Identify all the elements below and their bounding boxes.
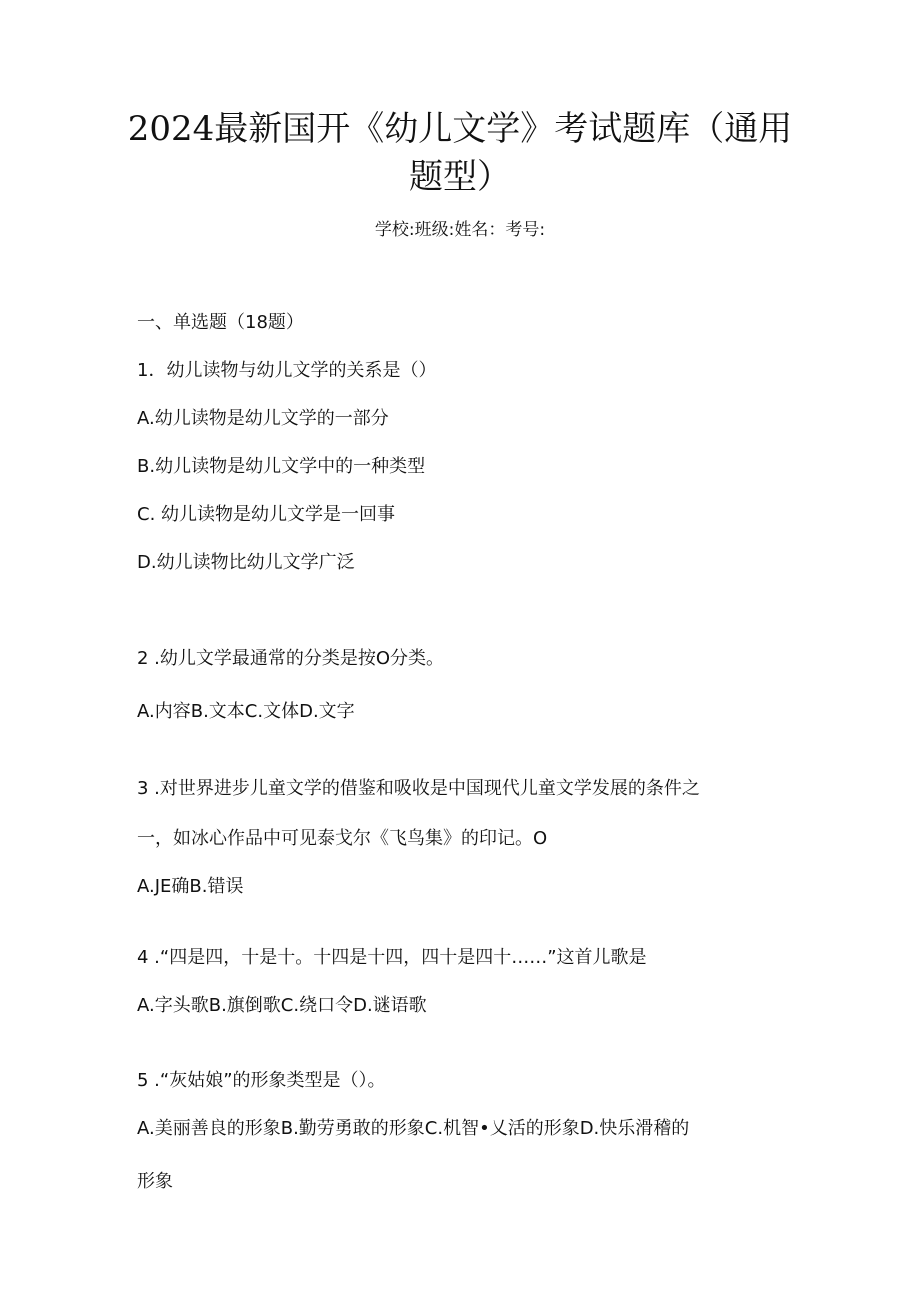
question-1-stem: 1．幼儿读物与幼儿文学的关系是（） [137,360,437,381]
section-heading: 一、单选题（18题） [137,312,304,333]
question-5-options-line-2: 形象 [137,1171,173,1192]
question-2-options: A.内容B.文本C.文体D.文字 [137,701,355,722]
question-2-stem: 2 .幼儿文学最通常的分类是按O分类。 [137,648,445,669]
question-5-stem: 5 .“灰姑娘”的形象类型是（）。 [137,1070,386,1091]
question-4-stem: 4 .“四是四，十是十。十四是十四，四十是四十……”这首儿歌是 [137,947,647,968]
question-1-option-d: D.幼儿读物比幼儿文学广泛 [137,552,355,573]
question-3-options: A.JE确B.错误 [137,876,244,897]
question-1-option-a: A.幼儿读物是幼儿文学的一部分 [137,408,389,429]
student-info-line: 学校:班级:姓名：考号: [374,220,546,240]
document-title-line-2: 题型） [409,157,511,197]
question-3-stem-line-2: 一，如冰心作品中可见泰戈尔《飞鸟集》的印记。O [137,828,548,849]
question-4-options: A.字头歌B.旗倒歌C.绕口令D.谜语歌 [137,995,427,1016]
question-1-option-b: B.幼儿读物是幼儿文学中的一种类型 [137,456,426,477]
question-3-stem-line-1: 3 .对世界进步儿童文学的借鉴和吸收是中国现代儿童文学发展的条件之 [137,778,700,799]
document-title-line-1: 2024最新国开《幼儿文学》考试题库（通用 [127,109,793,149]
question-5-options-line-1: A.美丽善良的形象B.勤劳勇敢的形象C.机智•乂活的形象D.快乐滑稽的 [137,1118,690,1139]
question-1-option-c: C. 幼儿读物是幼儿文学是一回事 [137,504,396,525]
